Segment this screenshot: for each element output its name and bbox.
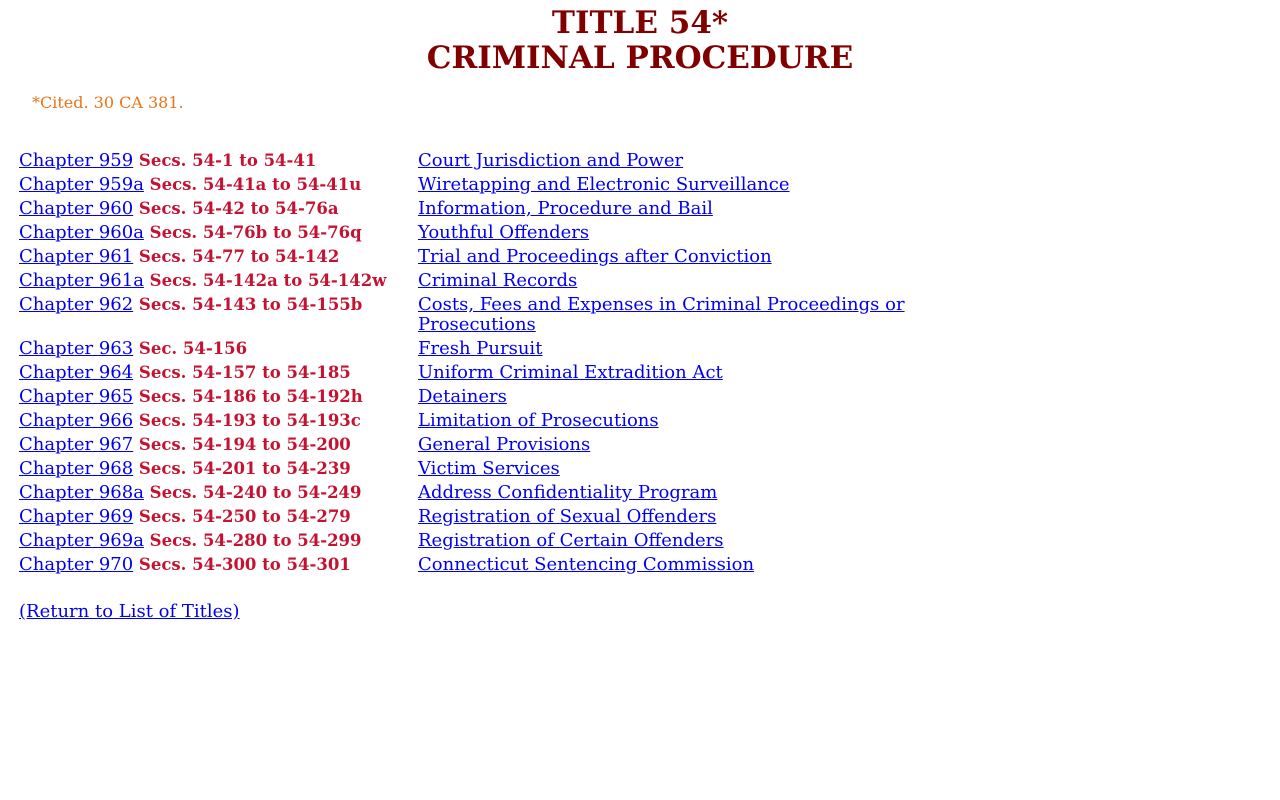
chapter-table [19,151,908,579]
title-number: TITLE 54* [551,5,729,41]
chapter-row [19,507,908,531]
chapter-link[interactable]: Chapter 970 [19,554,134,575]
chapter-name-link[interactable]: Uniform Criminal Extradition Act [418,362,723,383]
section-range: Secs. 54-240 to 54-249 [149,483,362,502]
chapter-link[interactable]: Chapter 966 [19,410,134,431]
chapter-cell [19,483,418,507]
section-range: Sec. 54-156 [138,339,248,358]
chapter-link[interactable]: Chapter 968a [19,482,144,503]
chapter-row [19,271,908,295]
chapter-link[interactable]: Chapter 964 [19,362,134,383]
chapter-cell [19,387,418,411]
chapter-row [19,459,908,483]
chapter-row [19,295,908,339]
chapter-name-link[interactable]: Registration of Sexual Offenders [418,506,717,527]
chapter-name-cell [418,387,908,411]
chapter-row [19,199,908,223]
chapter-link[interactable]: Chapter 965 [19,386,134,407]
chapter-cell [19,531,418,555]
chapter-name-cell [418,555,908,579]
chapter-name-link[interactable]: Wiretapping and Electronic Surveillance [418,174,790,195]
section-range: Secs. 54-1 to 54-41 [138,151,317,170]
section-range: Secs. 54-41a to 54-41u [149,175,362,194]
chapter-cell [19,363,418,387]
chapter-name-cell [418,271,908,295]
chapter-name-link[interactable]: Court Jurisdiction and Power [418,150,684,171]
chapter-name-link[interactable]: Fresh Pursuit [418,338,543,359]
chapter-cell [19,295,418,339]
chapter-name-link[interactable]: Limitation of Prosecutions [418,410,659,431]
chapter-name-cell [418,247,908,271]
section-range: Secs. 54-143 to 54-155b [138,295,363,314]
chapter-cell [19,459,418,483]
section-range: Secs. 54-186 to 54-192h [138,387,363,406]
chapter-name-cell [418,507,908,531]
chapter-link[interactable]: Chapter 960 [19,198,134,219]
chapter-cell [19,151,418,175]
chapter-name-link[interactable]: Youthful Offenders [418,222,590,243]
chapter-name-link[interactable]: Information, Procedure and Bail [418,198,713,219]
chapter-link[interactable]: Chapter 961 [19,246,134,267]
section-range: Secs. 54-157 to 54-185 [138,363,351,382]
chapter-cell [19,555,418,579]
chapter-row [19,411,908,435]
chapter-row [19,387,908,411]
chapter-row [19,435,908,459]
chapter-name-link[interactable]: General Provisions [418,434,591,455]
chapter-name-cell [418,295,908,339]
section-range: Secs. 54-300 to 54-301 [138,555,351,574]
chapter-link[interactable]: Chapter 961a [19,270,144,291]
chapter-row [19,363,908,387]
chapter-name-cell [418,199,908,223]
chapter-cell [19,435,418,459]
chapter-name-cell [418,459,908,483]
title-name: CRIMINAL PROCEDURE [426,40,854,76]
chapter-table-body [19,151,908,579]
chapter-link[interactable]: Chapter 968 [19,458,134,479]
chapter-cell [19,175,418,199]
chapter-row [19,339,908,363]
chapter-row [19,247,908,271]
chapter-row [19,223,908,247]
chapter-link[interactable]: Chapter 959a [19,174,144,195]
chapter-link[interactable]: Chapter 960a [19,222,144,243]
chapter-cell [19,223,418,247]
chapter-name-link[interactable]: Trial and Proceedings after Conviction [418,246,772,267]
chapter-name-link[interactable]: Address Confidentiality Program [418,482,718,503]
section-range: Secs. 54-201 to 54-239 [138,459,351,478]
citation-note: *Cited. 30 CA 381. [32,93,184,112]
section-range: Secs. 54-77 to 54-142 [138,247,340,266]
chapter-link[interactable]: Chapter 959 [19,150,134,171]
chapter-name-link[interactable]: Connecticut Sentencing Commission [418,554,755,575]
chapter-row [19,531,908,555]
chapter-name-cell [418,411,908,435]
chapter-row [19,151,908,175]
chapter-row [19,175,908,199]
section-range: Secs. 54-193 to 54-193c [138,411,361,430]
chapter-cell [19,247,418,271]
section-range: Secs. 54-142a to 54-142w [149,271,387,290]
chapter-name-link[interactable]: Criminal Records [418,270,578,291]
chapter-name-cell [418,151,908,175]
chapter-name-link[interactable]: Costs, Fees and Expenses in Criminal Proceedings or Prosecutions [418,294,905,335]
page-title [0,6,1280,76]
chapter-cell [19,199,418,223]
chapter-cell [19,339,418,363]
chapter-name-cell [418,435,908,459]
chapter-name-cell [418,175,908,199]
chapter-name-cell [418,339,908,363]
chapter-link[interactable]: Chapter 969a [19,530,144,551]
chapter-name-link[interactable]: Registration of Certain Offenders [418,530,724,551]
section-range: Secs. 54-42 to 54-76a [138,199,339,218]
chapter-link[interactable]: Chapter 967 [19,434,134,455]
chapter-name-cell [418,483,908,507]
chapter-link[interactable]: Chapter 969 [19,506,134,527]
chapter-cell [19,271,418,295]
chapter-link[interactable]: Chapter 963 [19,338,134,359]
chapter-cell [19,411,418,435]
section-range: Secs. 54-76b to 54-76q [149,223,362,242]
chapter-name-link[interactable]: Detainers [418,386,507,407]
chapter-name-cell [418,531,908,555]
chapter-name-link[interactable]: Victim Services [418,458,560,479]
return-to-titles-link[interactable]: (Return to List of Titles) [19,601,240,622]
chapter-link[interactable]: Chapter 962 [19,294,134,315]
chapter-name-cell [418,223,908,247]
section-range: Secs. 54-250 to 54-279 [138,507,351,526]
chapter-row [19,483,908,507]
section-range: Secs. 54-194 to 54-200 [138,435,351,454]
chapter-row [19,555,908,579]
chapter-cell [19,507,418,531]
chapter-name-cell [418,363,908,387]
section-range: Secs. 54-280 to 54-299 [149,531,362,550]
